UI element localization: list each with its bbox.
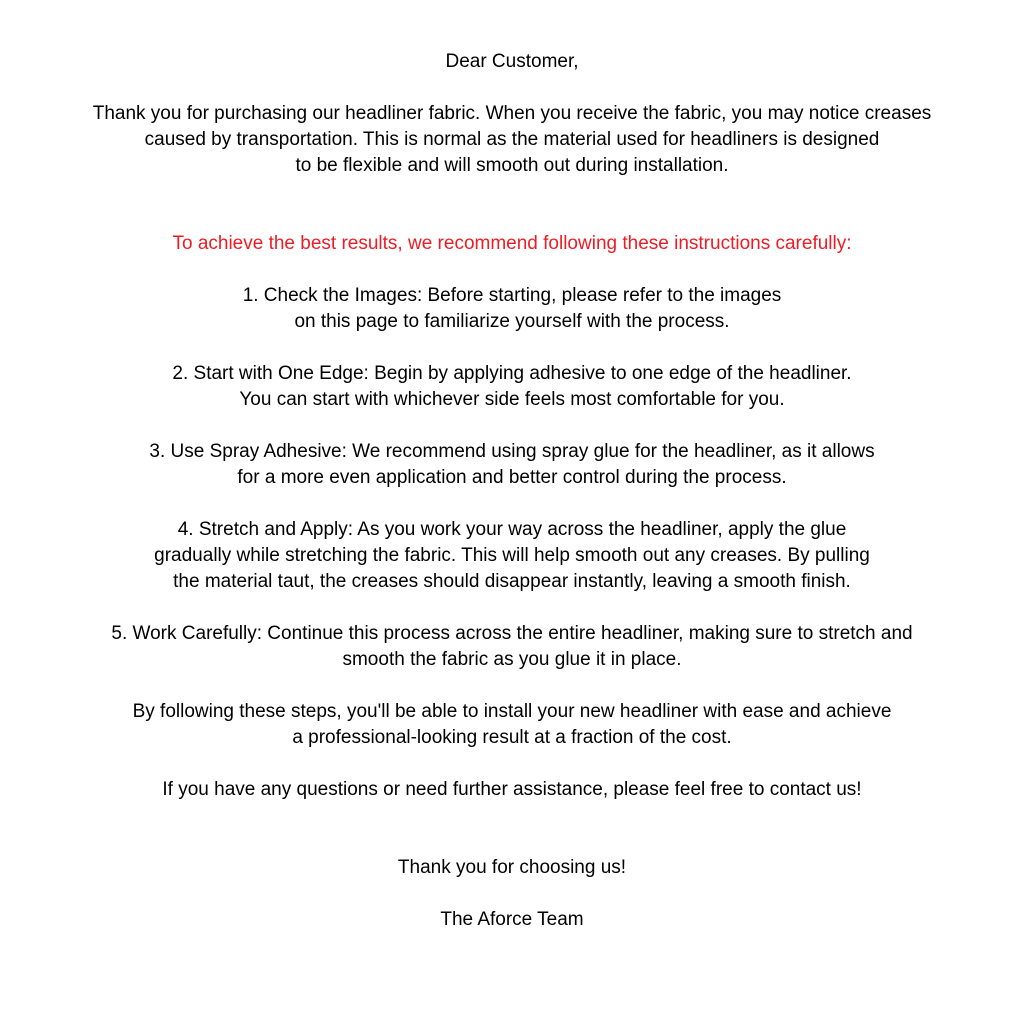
step-4 <box>20 517 1004 595</box>
step-line: for a more even application and better control during the process. <box>237 467 787 488</box>
step-line: 2. Start with One Edge: Begin by applying adhesive to one edge of the headliner. <box>172 363 852 384</box>
closing-line: By following these steps, you'll be able to install your new headliner with ease and achieve <box>132 701 892 722</box>
thanks-paragraph <box>20 855 1004 881</box>
intro-line: Thank you for purchasing our headliner fabric. When you receive the fabric, you may notice creases <box>92 103 932 124</box>
closing-paragraph <box>20 699 1004 751</box>
closing-line: a professional-looking result at a fraction of the cost. <box>292 727 732 748</box>
step-2 <box>20 361 1004 413</box>
signature <box>20 907 1004 933</box>
step-line: 5. Work Carefully: Continue this process across the entire headliner, making sure to stretch and <box>111 623 913 644</box>
instructions-heading <box>20 231 1004 257</box>
step-line: You can start with whichever side feels most comfortable for you. <box>239 389 785 410</box>
instructions-heading-text: To achieve the best results, we recommend following these instructions carefully: <box>172 233 852 254</box>
step-line: smooth the fabric as you glue it in place. <box>342 649 682 670</box>
step-1 <box>20 283 1004 335</box>
salutation-text: Dear Customer, <box>445 51 579 72</box>
step-line: gradually while stretching the fabric. This will help smooth out any creases. By pulling <box>154 545 870 566</box>
step-5 <box>20 621 1004 673</box>
intro-line: caused by transportation. This is normal as the material used for headliners is designed <box>144 129 880 150</box>
step-line: on this page to familiarize yourself with the process. <box>294 311 730 332</box>
signature-text: The Aforce Team <box>440 909 584 930</box>
step-line: 4. Stretch and Apply: As you work your way across the headliner, apply the glue <box>177 519 847 540</box>
thanks-text: Thank you for choosing us! <box>397 857 627 878</box>
step-line: the material taut, the creases should disappear instantly, leaving a smooth finish. <box>173 571 851 592</box>
step-3 <box>20 439 1004 491</box>
contact-text: If you have any questions or need further assistance, please feel free to contact us! <box>162 779 862 800</box>
contact-paragraph <box>20 777 1004 803</box>
step-line: 3. Use Spray Adhesive: We recommend using spray glue for the headliner, as it allows <box>149 441 875 462</box>
salutation <box>20 49 1004 75</box>
intro-paragraph <box>20 101 1004 179</box>
step-line: 1. Check the Images: Before starting, please refer to the images <box>242 285 782 306</box>
intro-line: to be flexible and will smooth out during installation. <box>295 155 729 176</box>
